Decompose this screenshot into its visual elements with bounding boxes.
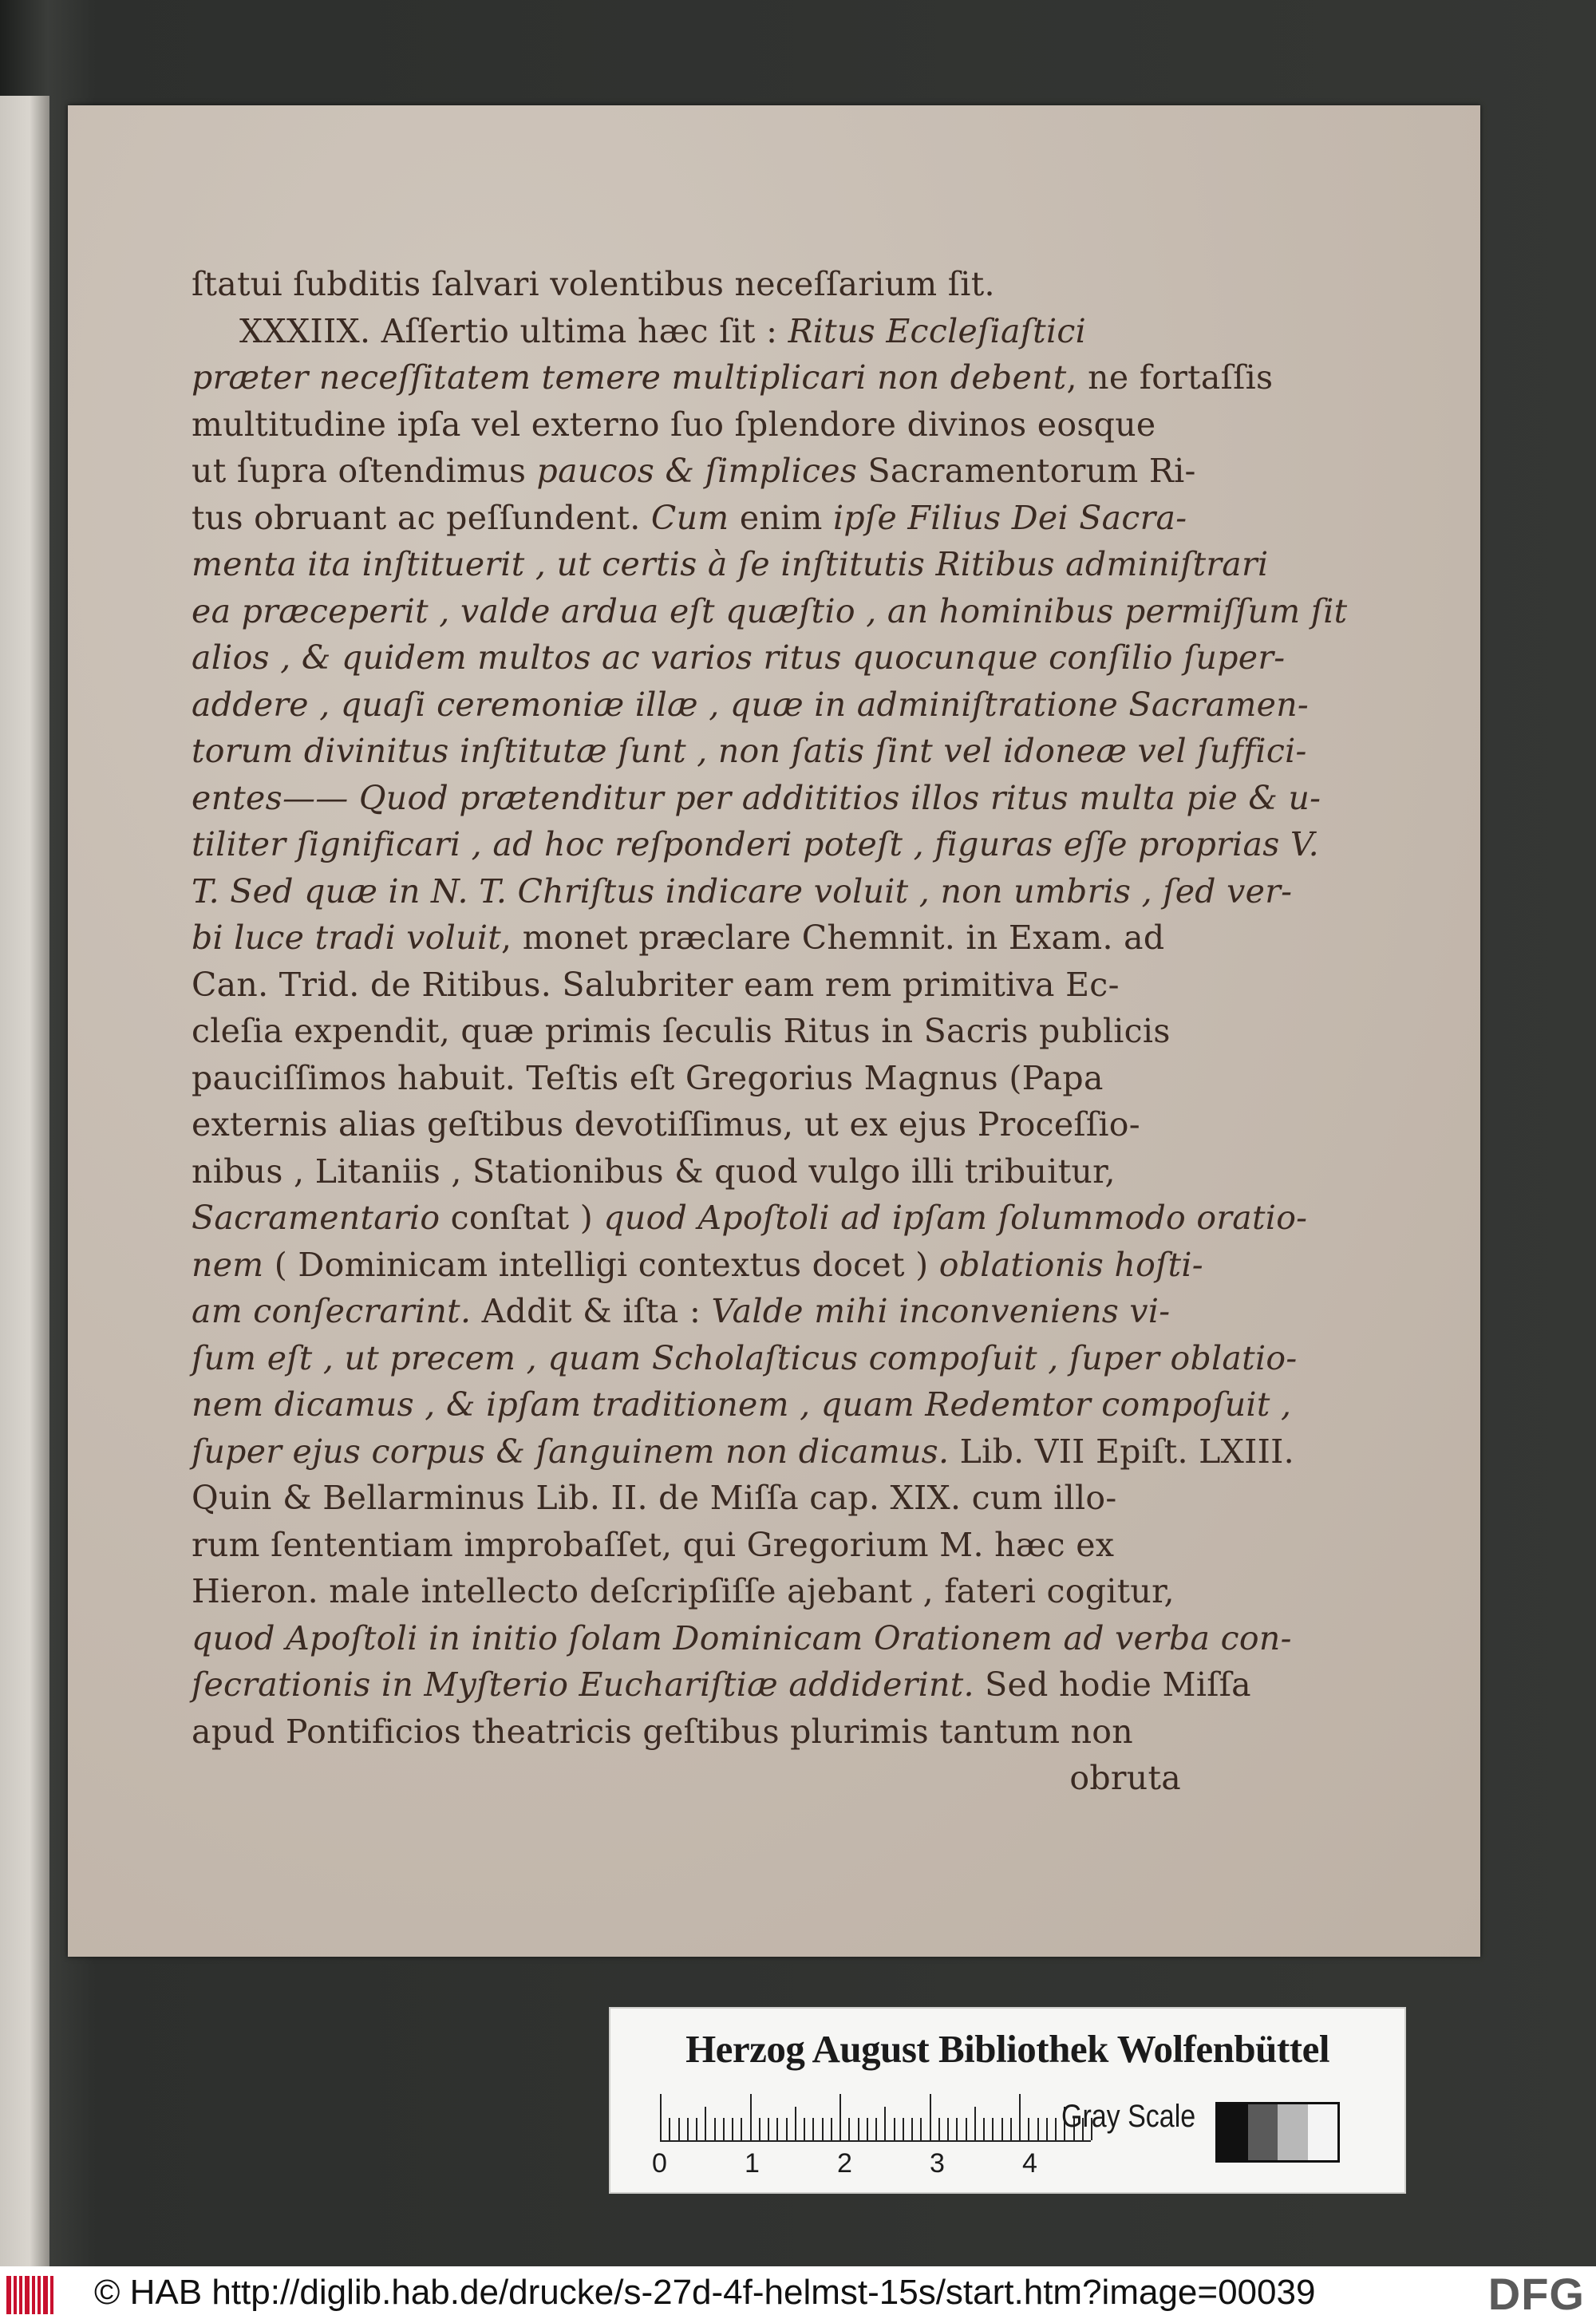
text-line — [192, 728, 1307, 775]
roman-text: Hieron. male intellecto deſcripſiſſe ajebant , fateri cogitur, — [192, 1572, 1175, 1610]
text-line — [192, 1148, 1181, 1195]
italic-text: menta ita inſtituerit , ut certis à ſe inſtitutis Ritibus adminiſtrari — [192, 545, 1269, 583]
roman-text: Can. Trid. de Ritibus. Salubriter eam rem primitiva Ec- — [192, 965, 1120, 1004]
dfg-logo: DFG — [1487, 2269, 1585, 2319]
ruler-tick — [741, 2118, 742, 2140]
ruler-number: 2 — [837, 2148, 852, 2179]
roman-text: tus obruant ac peſſundent. — [192, 498, 651, 537]
text-line — [192, 1475, 1181, 1522]
italic-text: ſecrationis in Myſterio Euchariſtiæ addiderint. — [192, 1665, 974, 1704]
barcode-icon — [6, 2276, 62, 2314]
barcode-bar — [14, 2276, 17, 2314]
ruler-tick — [992, 2118, 994, 2140]
italic-text: nem — [192, 1245, 264, 1284]
italic-text: Ritus Eccleſiaſtici — [788, 311, 1087, 350]
italic-text: am conſecrarint. — [192, 1292, 472, 1330]
roman-text: multitudine ipſa vel externo ſuo ſplendore divinos eosque — [192, 405, 1156, 444]
ruler-tick — [678, 2118, 680, 2140]
italic-text: alios , & quidem multos ac varios ritus quocunque conſilio ſuper- — [192, 638, 1286, 677]
italic-text: Valde mihi inconveniens vi- — [711, 1292, 1171, 1330]
text-line — [192, 1008, 1181, 1055]
ruler-tick — [1037, 2118, 1039, 2140]
roman-text: Sacramentorum Ri- — [857, 452, 1196, 490]
ruler-tick — [858, 2118, 859, 2140]
italic-text: ipſe Filius Dei Sacra- — [833, 498, 1187, 537]
ruler-tick — [884, 2107, 886, 2140]
roman-text: Lib. VII Epiſt. LXIII. — [949, 1432, 1294, 1471]
ruler-tick — [804, 2118, 805, 2140]
roman-text: ut ſupra oſtendimus — [192, 452, 537, 490]
ruler-tick — [660, 2094, 662, 2140]
ruler-tick — [875, 2118, 877, 2140]
library-name: Herzog August Bibliothek Wolfenbüttel — [685, 2027, 1329, 2071]
barcode-bar — [25, 2276, 30, 2314]
text-line — [192, 1288, 1181, 1335]
text-line — [192, 1522, 1181, 1569]
ruler-tick — [705, 2107, 706, 2140]
italic-text: tiliter ſignificari , ad hoc reſponderi poteſt , figuras eſſe proprias V. — [192, 825, 1319, 863]
italic-text: paucos & ſimplices — [536, 452, 858, 490]
ruler-tick — [822, 2118, 824, 2140]
text-line — [192, 1428, 1294, 1476]
roman-text: cleſia expendit, quæ primis ſeculis Ritus in Sacris publicis — [192, 1012, 1171, 1050]
roman-text: pauciſſimos habuit. Teſtis eſt Gregorius Magnus (Papa — [192, 1058, 1104, 1097]
text-line — [192, 1615, 1292, 1662]
text-line — [192, 401, 1181, 448]
ruler-tick — [831, 2118, 832, 2140]
italic-text: torum divinitus inſtitutæ ſunt , non ſatis ſint vel idoneæ vel ſuffici- — [192, 732, 1307, 770]
text-line — [192, 1242, 1203, 1289]
ruler-number: 1 — [745, 2148, 760, 2179]
ruler-tick — [723, 2118, 725, 2140]
ruler-tick — [1010, 2118, 1012, 2140]
italic-text: Sacramentario — [192, 1199, 440, 1237]
ruler-number: 3 — [930, 2148, 945, 2179]
ruler-number: 0 — [652, 2148, 667, 2179]
text-line — [192, 1195, 1308, 1242]
roman-text: enim — [729, 498, 834, 537]
source-url-link[interactable]: © HAB http://diglib.hab.de/drucke/s-27d-4f-helmst-15s/start.htm?image=00039 — [94, 2273, 1316, 2312]
text-line — [192, 1055, 1181, 1102]
roman-text: obruta — [1069, 1759, 1181, 1797]
text-line — [192, 448, 1196, 495]
text-line — [192, 495, 1187, 542]
text-line — [192, 308, 1181, 355]
text-line — [192, 1101, 1181, 1148]
ruler-tick — [947, 2118, 949, 2140]
gray-swatch — [1218, 2104, 1248, 2160]
roman-text: nibus , Litaniis , Stationibus & quod vulgo illi tribuitur, — [192, 1152, 1116, 1191]
ruler-tick — [795, 2107, 796, 2140]
barcode-bar — [32, 2276, 35, 2314]
italic-text: entes—— Quod prætenditur per addititios illos ritus multa pie & u- — [192, 778, 1321, 817]
ruler-tick — [696, 2118, 697, 2140]
ruler-tick — [1001, 2118, 1003, 2140]
roman-text: Addit & iſta : — [471, 1292, 712, 1330]
italic-text: præter neceſſitatem temere multiplicari non debent — [192, 358, 1067, 397]
book-page — [68, 105, 1480, 1957]
color-target-card — [609, 2007, 1406, 2194]
ruler-tick — [894, 2118, 895, 2140]
text-line — [192, 962, 1181, 1009]
italic-text: nem dicamus , & ipſam traditionem , quam Redemtor compoſuit , — [192, 1385, 1292, 1424]
text-line — [192, 634, 1286, 681]
roman-text: , monet præclare Chemnit. in Exam. ad — [501, 919, 1165, 957]
text-line — [192, 1755, 1181, 1802]
gray-scale-swatches — [1215, 2102, 1340, 2163]
ruler-tick — [768, 2118, 769, 2140]
roman-text: ſtatui ſubditis ſalvari volentibus neceſſarium ſit. — [192, 265, 995, 303]
ruler-tick — [759, 2118, 760, 2140]
text-line — [192, 588, 1348, 635]
roman-text: rum ſententiam improbaſſet, qui Gregorium M. hæc ex — [192, 1525, 1115, 1564]
italic-text: quod Apoſtoli in initio ſolam Dominicam Orationem ad verba con- — [192, 1618, 1292, 1657]
measurement-ruler — [660, 2092, 1091, 2142]
previous-page-edge — [0, 96, 49, 2314]
ruler-tick — [812, 2118, 814, 2140]
ruler-tick — [732, 2118, 733, 2140]
gray-swatch — [1278, 2104, 1308, 2160]
text-line — [192, 821, 1319, 868]
page-text-block — [192, 261, 1348, 1802]
gray-scale-label: Gray Scale — [1061, 2099, 1196, 2134]
italic-text: addere , quaſi ceremoniæ illæ , quæ in adminiſtratione Sacramen- — [192, 685, 1310, 724]
gray-swatch — [1308, 2104, 1338, 2160]
ruler-tick — [867, 2118, 868, 2140]
roman-text: apud Pontificios theatricis geſtibus plurimis tantum non — [192, 1712, 1133, 1751]
text-line — [192, 868, 1293, 915]
text-line — [192, 681, 1310, 729]
barcode-bar — [50, 2276, 53, 2314]
ruler-tick — [903, 2118, 904, 2140]
ruler-tick — [839, 2094, 841, 2140]
text-line — [192, 1709, 1181, 1756]
ruler-tick — [687, 2118, 689, 2140]
roman-text: Quin & Bellarminus Lib. II. de Miſſa cap. XIX. cum illo- — [192, 1479, 1117, 1517]
barcode-bar — [43, 2276, 48, 2314]
barcode-bar — [19, 2276, 22, 2314]
text-line — [192, 915, 1181, 962]
ruler-tick — [1055, 2118, 1057, 2140]
italic-text: oblationis hoſti- — [938, 1245, 1203, 1284]
italic-text: T. Sed quæ in N. T. Chriſtus indicare voluit , non umbris , ſed ver- — [192, 871, 1293, 911]
ruler-tick — [966, 2118, 967, 2140]
ruler-tick — [956, 2118, 958, 2140]
ruler-tick — [786, 2118, 788, 2140]
italic-text: Cum — [650, 498, 729, 537]
ruler-tick — [714, 2118, 716, 2140]
ruler-tick — [1046, 2118, 1048, 2140]
ruler-tick — [930, 2094, 931, 2140]
ruler-tick — [669, 2118, 670, 2140]
ruler-tick — [938, 2118, 940, 2140]
ruler-tick — [848, 2118, 850, 2140]
barcode-bar — [6, 2276, 11, 2314]
text-line — [192, 541, 1269, 588]
ruler-number: 4 — [1022, 2148, 1037, 2179]
ruler-tick — [974, 2107, 976, 2140]
ruler-tick — [920, 2118, 922, 2140]
italic-text: ea præceperit , valde ardua eſt quæſtio , an hominibus permiſſum ſit — [192, 591, 1348, 630]
roman-text: XXXIIX. Aſſertio ultima hæc ſit : — [239, 311, 788, 350]
text-line — [192, 261, 1181, 308]
ruler-tick — [1019, 2094, 1021, 2140]
text-line — [192, 775, 1321, 822]
roman-text: Sed hodie Miſſa — [974, 1665, 1251, 1704]
roman-text: conſtat ) — [440, 1199, 604, 1237]
footer-bar — [0, 2266, 1596, 2323]
italic-text: ſum eſt , ut precem , quam Scholaſticus compoſuit , ſuper oblatio- — [192, 1338, 1298, 1377]
text-line — [192, 1381, 1292, 1428]
ruler-tick — [911, 2118, 913, 2140]
ruler-tick — [776, 2118, 778, 2140]
text-line — [192, 1335, 1298, 1382]
italic-text: ſuper ejus corpus & ſanguinem non dicamus. — [192, 1432, 950, 1471]
roman-text: ( Dominicam intelligi contextus docet ) — [263, 1245, 939, 1284]
ruler-tick — [1028, 2118, 1029, 2140]
italic-text: bi luce tradi voluit — [192, 919, 502, 957]
gray-swatch — [1248, 2104, 1278, 2160]
ruler-tick — [983, 2118, 985, 2140]
text-line — [192, 1568, 1181, 1615]
italic-text: quod Apoſtoli ad ipſam ſolummodo oratio- — [603, 1199, 1308, 1237]
roman-text: , ne fortaſſis — [1066, 358, 1274, 397]
barcode-bar — [38, 2276, 41, 2314]
ruler-tick — [750, 2094, 752, 2140]
text-line — [192, 354, 1274, 401]
text-line — [192, 1661, 1251, 1709]
roman-text: externis alias geſtibus devotiſſimus, ut ex ejus Proceſſio- — [192, 1105, 1140, 1144]
